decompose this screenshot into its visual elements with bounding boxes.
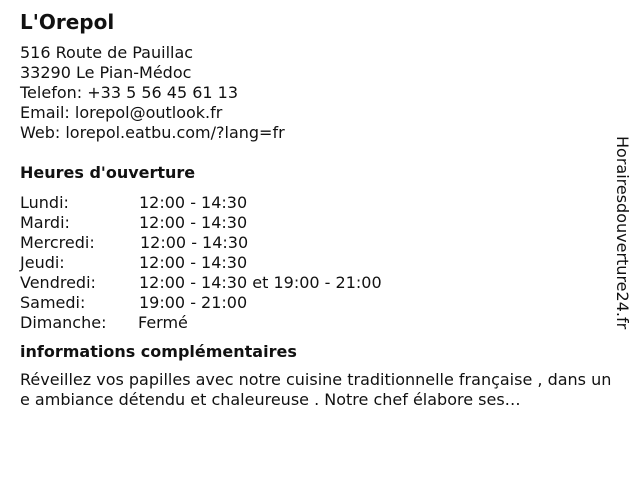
hours-day-label: Jeudi: [20, 253, 65, 272]
hours-row-saturday [20, 293, 616, 313]
hours-time-value: Fermé [138, 313, 188, 332]
hours-row-thursday [20, 253, 616, 273]
hours-day-label: Lundi: [20, 193, 69, 212]
hours-day-label: Dimanche: [20, 313, 107, 332]
email-address: Email: lorepol@outlook.fr [20, 103, 223, 122]
hours-time-value: 12:00 - 14:30 [139, 193, 248, 212]
hours-row-monday [20, 193, 616, 213]
hours-row-tuesday [20, 213, 616, 233]
hours-day-label: Samedi: [20, 293, 86, 312]
address-line-2: 33290 Le Pian-Médoc [20, 63, 192, 82]
phone-number: Telefon: +33 5 56 45 61 13 [20, 83, 239, 102]
hours-row-friday [20, 273, 616, 293]
business-details [20, 9, 616, 410]
hours-time-value: 12:00 - 14:30 [140, 233, 249, 252]
hours-day-label: Mercredi: [20, 233, 95, 252]
additional-info-heading: informations complémentaires [20, 342, 297, 361]
hours-row-wednesday [20, 233, 616, 253]
opening-hours-heading: Heures d'ouverture [20, 163, 196, 182]
business-name: L'Orepol [20, 10, 115, 34]
address-line-1: 516 Route de Pauillac [20, 43, 194, 62]
hours-row-sunday [20, 313, 616, 333]
hours-day-label: Vendredi: [20, 273, 96, 292]
hours-time-value: 19:00 - 21:00 [139, 293, 248, 312]
site-watermark: Horairesdouverture24.fr [613, 136, 632, 330]
hours-time-value: 12:00 - 14:30 et 19:00 - 21:00 [139, 273, 382, 292]
opening-hours-list [20, 193, 616, 333]
hours-time-value: 12:00 - 14:30 [139, 213, 248, 232]
website-link: Web: lorepol.eatbu.com/?lang=fr [20, 123, 285, 142]
hours-day-label: Mardi: [20, 213, 70, 232]
restaurant-description: Réveillez vos papilles avec notre cuisine traditionnelle française , dans une ambiance détendu et chaleureuse . Notre chef élabore ses… [20, 370, 612, 409]
hours-time-value: 12:00 - 14:30 [139, 253, 248, 272]
